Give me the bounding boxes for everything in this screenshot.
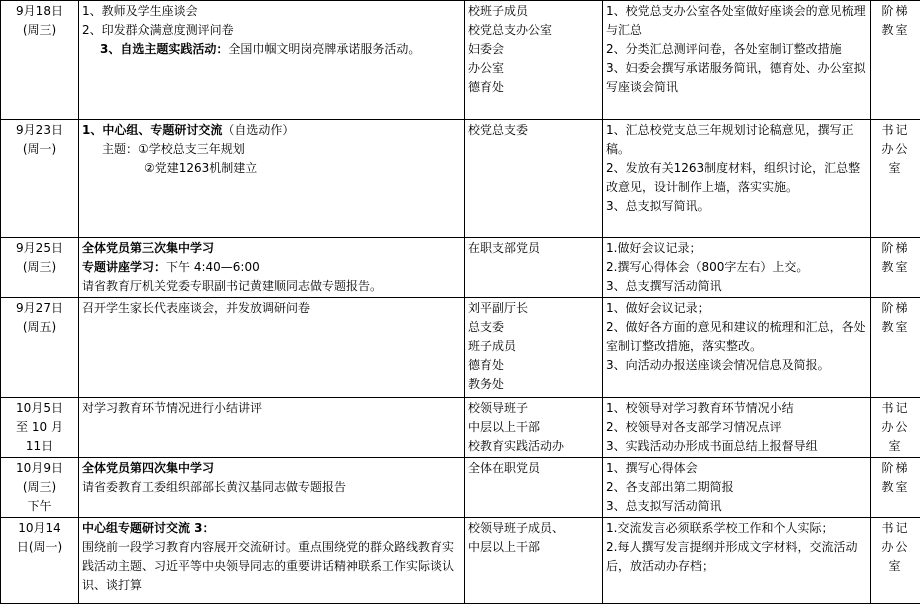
task-line: 2、发放有关1263制度材料，组织讨论，汇总整改意见，设计制作上墙，落实实施。 xyxy=(606,159,867,197)
activity-bold-text: 专题讲座学习： xyxy=(82,260,166,274)
organizer-line: 校党总支委 xyxy=(468,121,599,140)
activity-line xyxy=(82,258,461,277)
organizer-line: 中层以上干部 xyxy=(468,418,599,437)
task-cell xyxy=(603,398,871,458)
task-cell xyxy=(603,1,871,120)
date-cell xyxy=(1,1,79,120)
task-line: 3、总支拟写简讯。 xyxy=(606,197,867,216)
task-line: 1.交流发言必须联系学校工作和个人实际； xyxy=(606,519,867,538)
activity-text: ②党建1263机制建立 xyxy=(144,161,257,175)
organizer-cell xyxy=(465,298,603,398)
activity-text: 围绕前一段学习教育内容展开交流研讨。重点围绕党的群众路线教育实践活动主题、习近平等中央领导同志的重要讲话精神联系工作实际谈认识、谈打算 xyxy=(82,540,454,592)
location-line: 办公 xyxy=(874,140,917,159)
location-line: 室 xyxy=(874,159,917,178)
activity-line xyxy=(82,21,461,40)
date-line: (周三) xyxy=(4,21,75,40)
organizer-cell xyxy=(465,458,603,518)
table-row xyxy=(1,398,920,458)
organizer-line: 德育处 xyxy=(468,78,599,97)
table-row xyxy=(1,238,920,298)
task-cell xyxy=(603,238,871,298)
activity-bold-text: 1、中心组、专题研讨交流 xyxy=(82,123,222,137)
table-row xyxy=(1,458,920,518)
location-line: 阶梯 xyxy=(874,239,917,258)
organizer-cell xyxy=(465,398,603,458)
activity-text: 请省委教育工委组织部部长黄汉基同志做专题报告 xyxy=(82,480,346,494)
table-row xyxy=(1,518,920,604)
date-line: 10月5日 xyxy=(4,399,75,418)
date-cell xyxy=(1,120,79,238)
date-line: (周一) xyxy=(4,140,75,159)
task-line: 2.每人撰写发言提纲并形成文字材料，交流活动后，放活动办存档； xyxy=(606,538,867,576)
organizer-cell xyxy=(465,518,603,604)
activity-line xyxy=(82,459,461,478)
activity-text: 请省教育厅机关党委专职副书记黄建顺同志做专题报告。 xyxy=(82,279,382,293)
location-line: 书记 xyxy=(874,121,917,140)
organizer-line: 在职支部党员 xyxy=(468,239,599,258)
task-line: 1、汇总校党支总三年规划讨论稿意见，撰写正稿。 xyxy=(606,121,867,159)
activity-cell xyxy=(79,458,465,518)
activity-line xyxy=(82,159,461,178)
task-line: 3、实践活动办形成书面总结上报督导组 xyxy=(606,437,867,456)
organizer-cell xyxy=(465,120,603,238)
activity-line xyxy=(82,277,461,296)
activity-text: 1、教师及学生座谈会 xyxy=(82,4,198,18)
task-cell xyxy=(603,458,871,518)
task-line: 1、撰写心得体会 xyxy=(606,459,867,478)
activity-cell xyxy=(79,238,465,298)
activity-bold-text: 全体党员第四次集中学习 xyxy=(82,461,214,475)
organizer-line: 刘平副厅长 xyxy=(468,299,599,318)
task-line: 2、做好各方面的意见和建议的梳理和汇总，各处室制订整改措施，落实整改。 xyxy=(606,318,867,356)
location-cell xyxy=(871,398,920,458)
task-cell xyxy=(603,298,871,398)
task-line: 1、做好会议记录； xyxy=(606,299,867,318)
activity-cell xyxy=(79,298,465,398)
date-cell xyxy=(1,298,79,398)
location-cell xyxy=(871,518,920,604)
date-line: 日(周一) xyxy=(4,538,75,557)
activity-line xyxy=(82,478,461,497)
activity-cell xyxy=(79,398,465,458)
activity-cell xyxy=(79,120,465,238)
location-line: 教室 xyxy=(874,258,917,277)
activity-cell xyxy=(79,1,465,120)
organizer-line: 校领导班子成员、 xyxy=(468,519,599,538)
location-line: 阶梯 xyxy=(874,299,917,318)
organizer-line: 妇委会 xyxy=(468,40,599,59)
organizer-line: 教务处 xyxy=(468,375,599,394)
activity-text: 召开学生家长代表座谈会，并发放调研问卷 xyxy=(82,301,310,315)
date-cell xyxy=(1,398,79,458)
date-line: 10月14 xyxy=(4,519,75,538)
organizer-line: 班子成员 xyxy=(468,337,599,356)
location-cell xyxy=(871,1,920,120)
organizer-line: 校教育实践活动办 xyxy=(468,437,599,456)
activity-text: 2、印发群众满意度测评问卷 xyxy=(82,23,234,37)
date-line: 11日 xyxy=(4,437,75,456)
date-line: 10月9日 xyxy=(4,459,75,478)
date-line: (周三) xyxy=(4,258,75,277)
activity-line xyxy=(82,140,461,159)
organizer-line: 办公室 xyxy=(468,59,599,78)
date-line: (周三) xyxy=(4,478,75,497)
activity-text: 对学习教育环节情况进行小结讲评 xyxy=(82,401,262,415)
organizer-line: 校班子成员 xyxy=(468,2,599,21)
organizer-line: 校领导班子 xyxy=(468,399,599,418)
activity-line xyxy=(82,519,461,538)
organizer-cell xyxy=(465,238,603,298)
task-cell xyxy=(603,120,871,238)
task-line: 3、总支拟写活动简讯 xyxy=(606,497,867,516)
location-line: 书记 xyxy=(874,519,917,538)
activity-line xyxy=(82,40,461,59)
location-cell xyxy=(871,458,920,518)
activity-text: （自选动作） xyxy=(222,123,294,137)
activity-line xyxy=(82,121,461,140)
activity-line xyxy=(82,538,461,595)
location-cell xyxy=(871,298,920,398)
organizer-line: 总支委 xyxy=(468,318,599,337)
task-line: 1、校党总支办公室各处室做好座谈会的意见梳理与汇总 xyxy=(606,2,867,40)
schedule-body xyxy=(1,1,920,604)
date-line: 9月25日 xyxy=(4,239,75,258)
task-line: 3、妇委会撰写承诺服务简讯，德育处、办公室拟写座谈会简讯 xyxy=(606,59,867,97)
activity-line xyxy=(82,299,461,318)
task-line: 2、校领导对各支部学习情况点评 xyxy=(606,418,867,437)
organizer-line: 校党总支办公室 xyxy=(468,21,599,40)
location-line: 书记 xyxy=(874,399,917,418)
table-row xyxy=(1,1,920,120)
table-row xyxy=(1,120,920,238)
date-line: 9月27日 xyxy=(4,299,75,318)
task-line: 1、校领导对学习教育环节情况小结 xyxy=(606,399,867,418)
date-cell xyxy=(1,518,79,604)
organizer-cell xyxy=(465,1,603,120)
task-line: 3、向活动办报送座谈会情况信息及简报。 xyxy=(606,356,867,375)
location-cell xyxy=(871,120,920,238)
task-line: 1.做好会议记录； xyxy=(606,239,867,258)
task-line: 2、各支部出第二期简报 xyxy=(606,478,867,497)
task-line: 2、分类汇总测评问卷，各处室制订整改措施 xyxy=(606,40,867,59)
organizer-line: 全体在职党员 xyxy=(468,459,599,478)
location-line: 阶梯 xyxy=(874,2,917,21)
date-line: (周五) xyxy=(4,318,75,337)
task-line: 2.撰写心得体会（800字左右）上交。 xyxy=(606,258,867,277)
activity-line xyxy=(82,399,461,418)
organizer-line: 中层以上干部 xyxy=(468,538,599,557)
location-line: 室 xyxy=(874,557,917,576)
location-line: 办公 xyxy=(874,538,917,557)
activity-cell xyxy=(79,518,465,604)
location-line: 办公 xyxy=(874,418,917,437)
date-cell xyxy=(1,458,79,518)
activity-line xyxy=(82,239,461,258)
location-cell xyxy=(871,238,920,298)
activity-text: 主题：①学校总支三年规划 xyxy=(102,142,245,156)
date-line: 9月23日 xyxy=(4,121,75,140)
table-row xyxy=(1,298,920,398)
date-line: 下午 xyxy=(4,497,75,516)
location-line: 教室 xyxy=(874,478,917,497)
organizer-line: 德育处 xyxy=(468,356,599,375)
activity-text: 下午 4:40—6:00 xyxy=(166,260,260,274)
activity-bold-text: 3、自选主题实践活动： xyxy=(100,42,228,56)
activity-line xyxy=(82,2,461,21)
date-line: 9月18日 xyxy=(4,2,75,21)
activity-text: 全国巾帼文明岗亮牌承诺服务活动。 xyxy=(228,42,420,56)
date-cell xyxy=(1,238,79,298)
task-line: 3、总支撰写活动简讯 xyxy=(606,277,867,296)
activity-bold-text: 全体党员第三次集中学习 xyxy=(82,241,214,255)
location-line: 教室 xyxy=(874,21,917,40)
location-line: 阶梯 xyxy=(874,459,917,478)
location-line: 教室 xyxy=(874,318,917,337)
activity-bold-text: 中心组专题研讨交流 3： xyxy=(82,521,215,535)
date-line: 至 10 月 xyxy=(4,418,75,437)
task-cell xyxy=(603,518,871,604)
location-line: 室 xyxy=(874,437,917,456)
